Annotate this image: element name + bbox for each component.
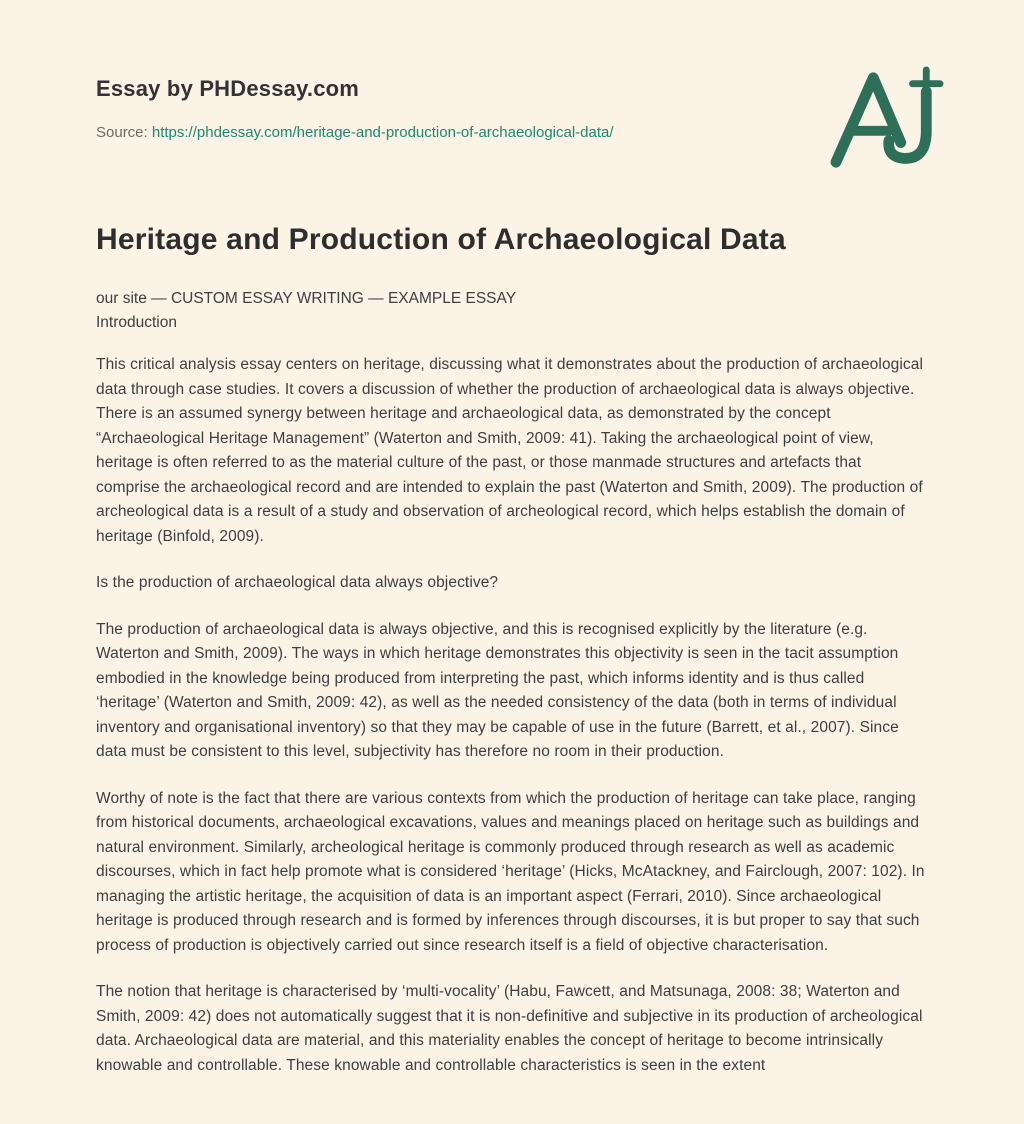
source-label: Source: <box>96 124 148 141</box>
essay-byline: Essay by PHDessay.com <box>96 76 360 101</box>
essay-paragraph: Worthy of note is the fact that there are various contexts from which the production of heritage can take place, ranging from historical documents, archaeological excavations, values and meanings placed on heritage such as buildings and natural environment. Similarly, archeological heritage is commonly produced through research as well as academic discourses, which in fact help promote what is considered ‘heritage’ (Hicks, McAtackney, and Fairclough, 2007: 102). In managing the artistic heritage, the acquisition of data is an important aspect (Ferrari, 2010). Since archaeological heritage is produced through research and is formed by inferences through discourses, it is but proper to say that such process of production is objectively carried out since research itself is a field of objective characterisation. <box>96 789 925 954</box>
section-heading-introduction: Introduction <box>96 314 177 331</box>
page-header <box>96 76 928 141</box>
essay-question-heading: Is the production of archaeological data always objective? <box>96 574 499 591</box>
essay-subtitle: our site — CUSTOM ESSAY WRITING — EXAMPLE ESSAY <box>96 290 517 307</box>
source-url-link[interactable]: https://phdessay.com/heritage-and-production-of-archaeological-data/ <box>151 124 614 141</box>
essay-title: Heritage and Production of Archaeological Data <box>96 223 786 256</box>
source-line <box>96 124 928 141</box>
essay-paragraph: This critical analysis essay centers on heritage, discussing what it demonstrates about the production of archaeological data through case studies. It covers a discussion of whether the production of archaeological data is always objective. There is an assumed synergy between heritage and archaeological data, as demonstrated by the concept “Archaeological Heritage Management” (Waterton and Smith, 2009: 41). Taking the archaeological point of view, heritage is often referred to as the material culture of the past, or those manmade structures and artefacts that comprise the archaeological record and are intended to explain the past (Waterton and Smith, 2009). The production of archeological data is a result of a study and observation of archeological record, which helps establish the domain of heritage (Binfold, 2009). <box>96 356 924 545</box>
phdessay-logo-icon <box>828 66 946 174</box>
essay-paragraph-truncated: The notion that heritage is characterised by ‘multi-vocality’ (Habu, Fawcett, and Matsunaga, 2008: 38; Waterton and Smith, 2009: 42) does not automatically suggest that it is non-definitive and subjective in its production of archeological data. Archaeological data are material, and this materiality enables the concept of heritage to become intrinsically knowable and controllable. These knowable and controllable characteristics is seen in the extent <box>96 983 923 1074</box>
essay-body <box>96 353 928 1078</box>
phdessay-logo[interactable] <box>828 66 946 174</box>
essay-paragraph: The production of archaeological data is always objective, and this is recognised explicitly by the literature (e.g. Waterton and Smith, 2009). The ways in which heritage demonstrates this objectivity is seen in the tacit assumption embodied in the knowledge being produced from interpreting the past, which informs identity and is thus called ‘heritage’ (Waterton and Smith, 2009: 42), as well as the needed consistency of the data (both in terms of individual inventory and organisational inventory) so that they may be capable of use in the future (Barrett, et al., 2007). Since data must be consistent to this level, subjectivity has therefore no room in their production. <box>96 620 899 760</box>
